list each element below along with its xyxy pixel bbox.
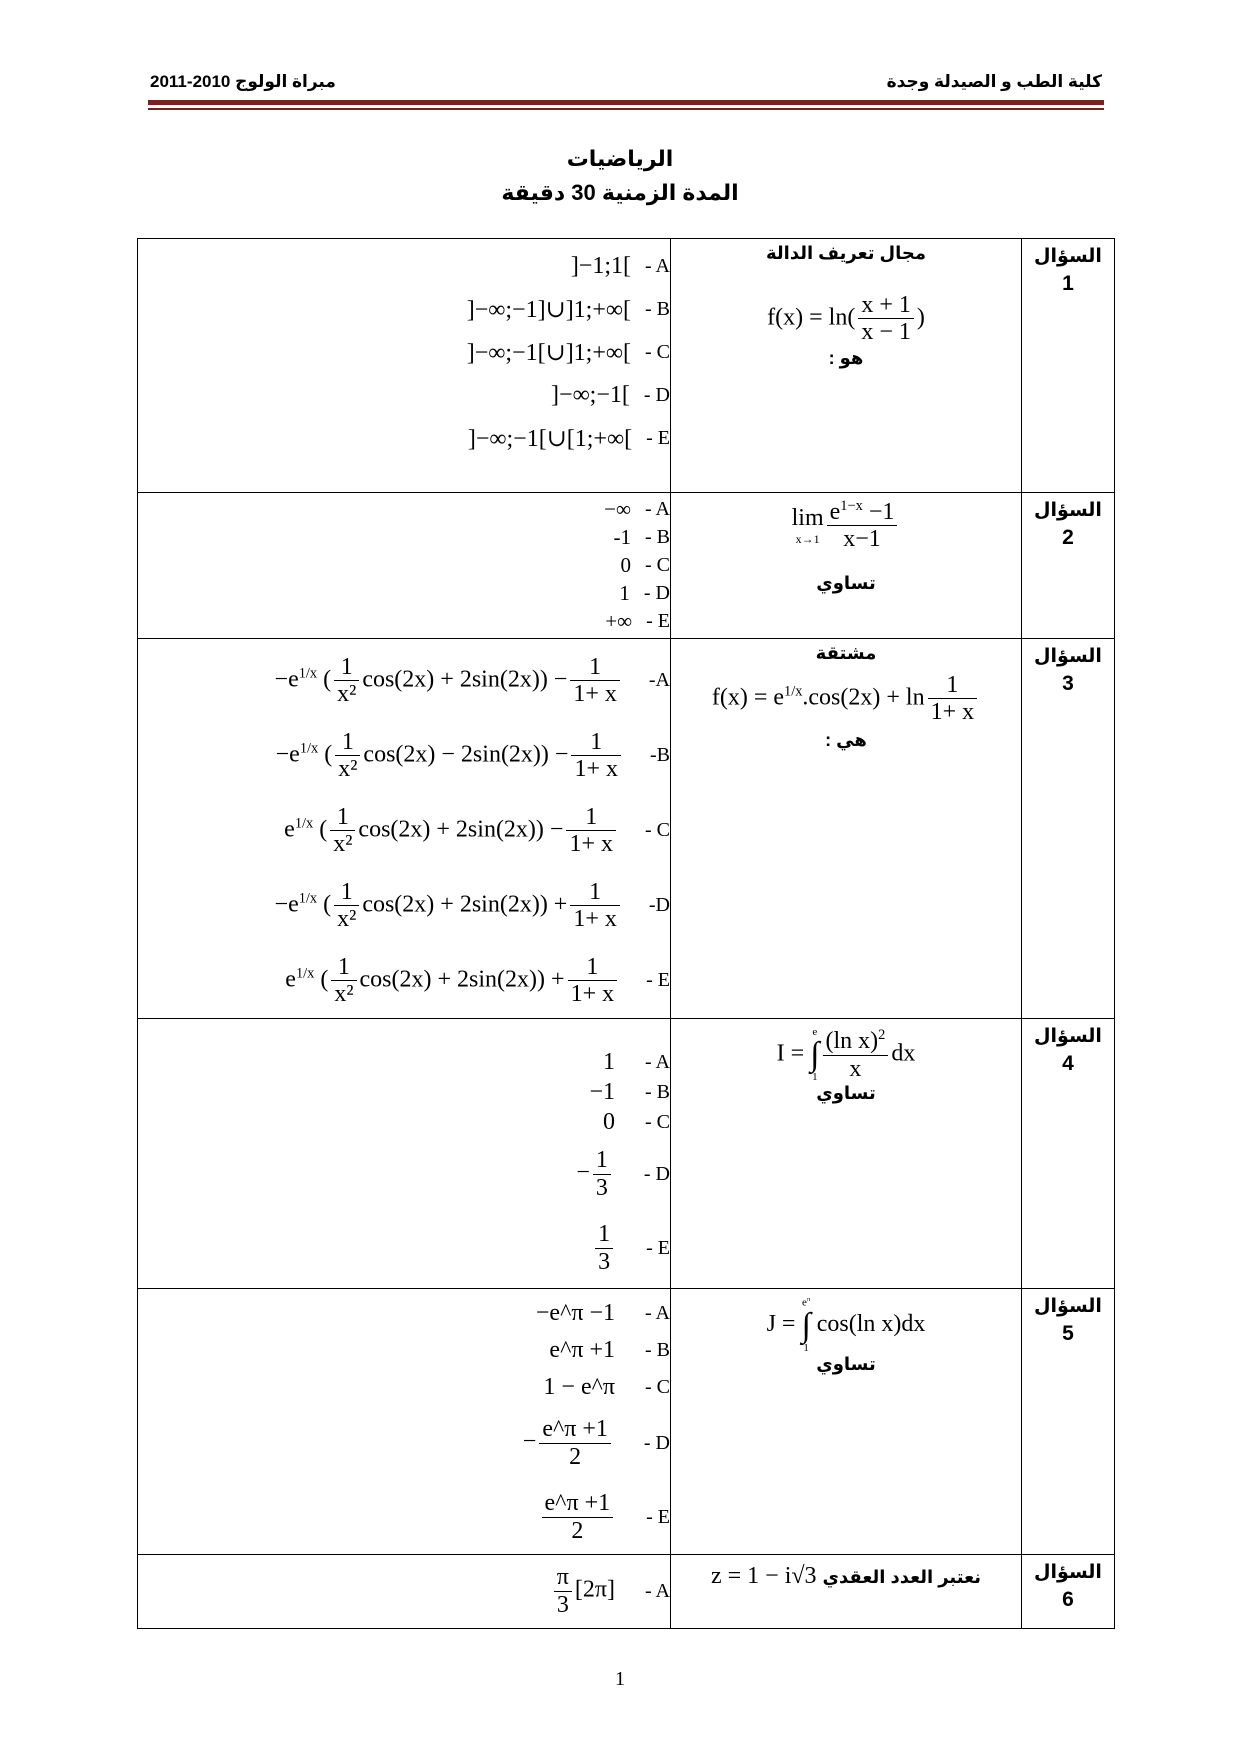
question-label: السؤال: [1034, 500, 1102, 521]
stem-formula: $f(x) = e^{1/x}.\cos(2x) + \ln$ $\frac{1}{1+ x}$: [671, 672, 1021, 726]
question-label: السؤال: [1034, 1026, 1102, 1047]
option[interactable]: $-e^{1/x}$ ( $\frac{1}{\text{x²}}$ cos(2x) − 2sin(2x)) − $\frac{1}{1+ x}$ -B: [275, 728, 670, 782]
question-row: [138, 1555, 1115, 1629]
question-stem: [671, 1555, 1022, 1629]
option[interactable]: $\frac{\pi}{3}$ [2π] - A: [138, 1561, 670, 1621]
option[interactable]: ]−∞;−1[ - D: [551, 382, 670, 408]
stem-text: مجال تعريف الدالة: [766, 243, 926, 263]
answer-options: [138, 1019, 671, 1289]
question-label: السؤال: [1034, 1562, 1102, 1583]
question-number-cell: [1022, 1555, 1115, 1629]
stem-formula: f(x) = ln( $\frac{x + 1}{x - 1}$ ): [767, 292, 925, 346]
question-number: 4: [1062, 1052, 1074, 1075]
page-number: 1: [615, 1668, 625, 1690]
stem-tail: هي :: [825, 729, 867, 750]
option[interactable]: 1 - D: [619, 580, 670, 605]
question-number-cell: [1022, 1019, 1115, 1289]
stem-formula: J = $e^\pi$ ∫ 1 cos(ln x)dx: [766, 1296, 926, 1354]
question-number: 3: [1062, 672, 1074, 695]
answer-options: [138, 239, 671, 493]
question-row: [138, 239, 1115, 493]
stem-tail: تساوي: [816, 1083, 876, 1103]
question-stem: [671, 1019, 1022, 1289]
stem-tail: تساوي: [816, 1353, 876, 1374]
question-number-cell: [1022, 239, 1115, 493]
question-number-cell: [1022, 493, 1115, 639]
questions-table: [137, 238, 1115, 1629]
option[interactable]: − $\frac{1}{3}$ - D: [576, 1147, 670, 1201]
stem-tail: تساوي: [816, 572, 876, 593]
option[interactable]: $-e^{1/x}$ ( $\frac{1}{\text{x²}}$ cos(2x) + 2sin(2x)) − $\frac{1}{1+ x}$ -A: [274, 653, 670, 707]
options-list: [138, 1555, 710, 1621]
question-number: 6: [1062, 1588, 1074, 1611]
question-number: 2: [1062, 526, 1074, 549]
answer-options: [138, 1555, 671, 1629]
option[interactable]: $-e^{1/x}$ ( $\frac{1}{\text{x²}}$ cos(2x) + 2sin(2x)) + $\frac{1}{1+ x}$ -D: [274, 878, 670, 932]
question-label: السؤال: [1034, 646, 1102, 667]
question-row: [138, 493, 1115, 639]
exam-name: مبراة الولوج 2010-2011: [150, 72, 336, 91]
option[interactable]: $e^{1/x}$ ( $\frac{1}{\text{x²}}$ cos(2x) + 2sin(2x)) − $\frac{1}{1+ x}$ - C: [284, 803, 670, 857]
option[interactable]: −e^π −1 - A: [535, 1300, 670, 1326]
header-rule-thin: [148, 108, 1104, 110]
option[interactable]: 0 - C: [620, 552, 670, 577]
stem-formula: lim x→1 $\frac{e^{1-x} -1}{x-1}$: [671, 499, 1021, 553]
question-stem: [671, 239, 1022, 493]
option[interactable]: ]−∞;−1[∪[1;+∞[ - E: [467, 426, 670, 452]
question-stem: [671, 493, 1022, 639]
option[interactable]: ]−∞;−1[∪]1;+∞[ - C: [466, 340, 670, 366]
answer-options: [138, 1289, 671, 1555]
stem-tail: هو :: [828, 347, 864, 368]
stem-formula: z = 1 − i√3 نعتبر العدد العقدي: [710, 1563, 982, 1589]
option[interactable]: +∞ - E: [605, 608, 670, 633]
question-number-cell: [1022, 1289, 1115, 1555]
option[interactable]: $\frac{1}{3}$ - E: [138, 1211, 670, 1285]
subject-title: الرياضيات: [566, 146, 674, 171]
options-list: [138, 1289, 718, 1554]
option[interactable]: e^π +1 - B: [549, 1337, 670, 1363]
question-stem: [671, 639, 1022, 1019]
option[interactable]: ]−1;1[ - A: [570, 253, 670, 279]
question-number: 1: [1062, 272, 1074, 295]
question-stem: [671, 1289, 1022, 1555]
option[interactable]: 0 - C: [603, 1108, 670, 1135]
page-header: [150, 72, 1102, 94]
option[interactable]: $e^{1/x}$ ( $\frac{1}{\text{x²}}$ cos(2x) + 2sin(2x)) + $\frac{1}{1+ x}$ - E: [285, 953, 670, 1007]
answer-options: [138, 639, 671, 1019]
option[interactable]: -1 - B: [613, 524, 670, 549]
question-label: السؤال: [1034, 1296, 1102, 1317]
option[interactable]: 1 − e^π - C: [543, 1374, 670, 1400]
option[interactable]: $\frac{e\^{}\pi +1}{2}$ - E: [138, 1480, 670, 1554]
answer-options: [138, 493, 671, 639]
option[interactable]: −∞ - A: [604, 496, 670, 521]
exam-title: [0, 142, 1240, 210]
options-list: [138, 639, 680, 1018]
header-rule-thick: [148, 100, 1104, 105]
question-row: [138, 1289, 1115, 1555]
question-row: [138, 1019, 1115, 1289]
question-label: السؤال: [1034, 246, 1102, 267]
options-list: [138, 1019, 710, 1285]
question-number: 5: [1062, 1322, 1074, 1345]
option[interactable]: −1 - B: [589, 1078, 670, 1105]
stem-text: مشتقة: [815, 643, 877, 663]
stem-formula: I = e ∫ 1 $\frac{(\ln x)^2}{x}$ dx: [776, 1026, 916, 1083]
duration-title: المدة الزمنية 30 دقيقة: [501, 180, 739, 205]
option[interactable]: − $\frac{e\^{}\pi +1}{2}$ - D: [522, 1416, 670, 1470]
option[interactable]: 1 - A: [603, 1048, 670, 1075]
question-row: [138, 639, 1115, 1019]
question-number-cell: [1022, 639, 1115, 1019]
option[interactable]: ]−∞;−1]∪]1;+∞[ - B: [466, 297, 670, 323]
faculty-name: كلية الطب و الصيدلة وجدة: [886, 72, 1102, 91]
